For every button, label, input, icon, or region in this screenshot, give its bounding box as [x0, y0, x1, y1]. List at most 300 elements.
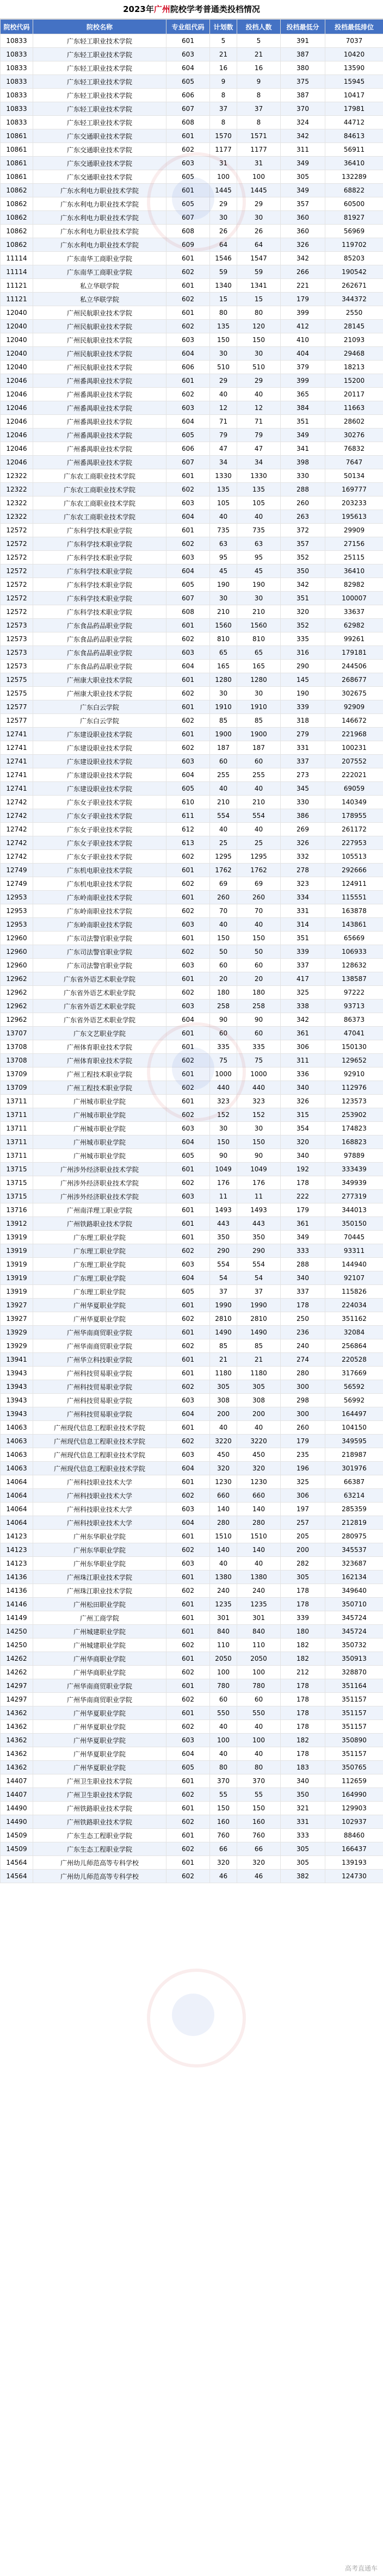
- cell-school-code: 13919: [1, 1258, 33, 1271]
- cell-min-score: 326: [281, 1095, 325, 1108]
- cell-min-rank: 81927: [325, 211, 383, 225]
- cell-min-score: 349: [281, 184, 325, 197]
- cell-group-code: 601: [166, 1027, 210, 1040]
- cell-admitted-count: 1990: [237, 1299, 281, 1312]
- table-row: [1, 986, 383, 1000]
- table-row: [1, 1135, 383, 1149]
- cell-admitted-count: 66: [237, 1842, 281, 1856]
- cell-school-name: 广东理工职业学院: [33, 1258, 166, 1271]
- cell-plan-count: 55: [210, 1788, 237, 1802]
- cell-school-name: 广东水利电力职业技术学院: [33, 197, 166, 211]
- cell-group-code: 612: [166, 823, 210, 836]
- table-row: [1, 1706, 383, 1720]
- cell-school-code: 13943: [1, 1367, 33, 1380]
- cell-min-rank: 2550: [325, 306, 383, 320]
- cell-min-rank: 166437: [325, 1842, 383, 1856]
- cell-group-code: 601: [166, 619, 210, 632]
- cell-min-score: 342: [281, 578, 325, 592]
- cell-min-score: 178: [281, 1720, 325, 1734]
- cell-group-code: 602: [166, 320, 210, 333]
- watermark-logo: [147, 1969, 246, 2068]
- cell-group-code: 602: [166, 1108, 210, 1122]
- cell-school-code: 11114: [1, 252, 33, 265]
- cell-school-name: 广东理工职业学院: [33, 1244, 166, 1258]
- cell-admitted-count: 15: [237, 293, 281, 306]
- cell-min-score: 342: [281, 252, 325, 265]
- cell-min-score: 311: [281, 1054, 325, 1067]
- cell-school-code: 13709: [1, 1081, 33, 1095]
- cell-admitted-count: 760: [237, 1829, 281, 1842]
- cell-admitted-count: 305: [237, 1380, 281, 1394]
- cell-group-code: 604: [166, 415, 210, 429]
- cell-school-code: 14407: [1, 1774, 33, 1788]
- cell-group-code: 601: [166, 1163, 210, 1176]
- cell-school-code: 12040: [1, 320, 33, 333]
- cell-plan-count: 180: [210, 986, 237, 1000]
- cell-school-code: 13708: [1, 1054, 33, 1067]
- table-row: [1, 537, 383, 551]
- cell-school-name: 广州南洋理工职业学院: [33, 1203, 166, 1217]
- cell-school-name: 广州卫生职业技术学院: [33, 1774, 166, 1788]
- cell-school-name: 广州科技贸易职业学院: [33, 1367, 166, 1380]
- cell-group-code: 607: [166, 592, 210, 605]
- cell-school-code: 14490: [1, 1815, 33, 1829]
- cell-min-score: 305: [281, 1571, 325, 1584]
- cell-plan-count: 210: [210, 796, 237, 809]
- cell-min-rank: 93713: [325, 1000, 383, 1013]
- cell-plan-count: 40: [210, 1421, 237, 1435]
- cell-min-score: 288: [281, 1258, 325, 1271]
- cell-admitted-count: 323: [237, 1095, 281, 1108]
- cell-min-rank: 285359: [325, 1503, 383, 1516]
- cell-min-rank: 97222: [325, 986, 383, 1000]
- cell-school-name: 广东白云学院: [33, 700, 166, 714]
- cell-group-code: 604: [166, 347, 210, 361]
- title-highlight: 广州: [153, 4, 170, 14]
- cell-plan-count: 40: [210, 1557, 237, 1571]
- cell-plan-count: 60: [210, 959, 237, 972]
- cell-school-name: 广东建设职业技术学院: [33, 782, 166, 796]
- table-row: [1, 1149, 383, 1163]
- table-row: [1, 714, 383, 728]
- cell-school-code: 13943: [1, 1394, 33, 1407]
- cell-group-code: 605: [166, 429, 210, 442]
- cell-group-code: 601: [166, 673, 210, 687]
- cell-admitted-count: 69: [237, 877, 281, 891]
- cell-group-code: 605: [166, 1149, 210, 1163]
- cell-admitted-count: 40: [237, 388, 281, 401]
- cell-school-name: 广东水利电力职业技术学院: [33, 238, 166, 252]
- cell-min-score: 331: [281, 1815, 325, 1829]
- table-row: [1, 1000, 383, 1013]
- cell-min-rank: 143861: [325, 918, 383, 932]
- cell-min-rank: 65669: [325, 932, 383, 945]
- cell-admitted-count: 260: [237, 891, 281, 904]
- cell-plan-count: 280: [210, 1516, 237, 1530]
- cell-admitted-count: 554: [237, 809, 281, 823]
- cell-min-score: 273: [281, 768, 325, 782]
- cell-plan-count: 100: [210, 170, 237, 184]
- cell-school-name: 广州民航职业技术学院: [33, 333, 166, 347]
- table-row: [1, 877, 383, 891]
- table-row: [1, 1815, 383, 1829]
- cell-min-rank: 124911: [325, 877, 383, 891]
- cell-plan-count: 30: [210, 347, 237, 361]
- cell-admitted-count: 780: [237, 1679, 281, 1693]
- table-row: [1, 1761, 383, 1774]
- table-row: [1, 252, 383, 265]
- cell-min-rank: 256864: [325, 1339, 383, 1353]
- cell-min-score: 380: [281, 61, 325, 75]
- cell-admitted-count: 80: [237, 1761, 281, 1774]
- table-row: [1, 1856, 383, 1870]
- cell-group-code: 603: [166, 1122, 210, 1135]
- cell-min-rank: 92909: [325, 700, 383, 714]
- cell-plan-count: 3220: [210, 1435, 237, 1448]
- header-group-code: 专业组代码: [166, 20, 210, 34]
- cell-plan-count: 305: [210, 1380, 237, 1394]
- cell-school-code: 12741: [1, 782, 33, 796]
- cell-plan-count: 40: [210, 1747, 237, 1761]
- cell-school-code: 13715: [1, 1190, 33, 1203]
- cell-min-rank: 129652: [325, 1054, 383, 1067]
- cell-min-rank: 344013: [325, 1203, 383, 1217]
- cell-school-name: 广州体育职业技术学院: [33, 1054, 166, 1067]
- cell-min-rank: 253902: [325, 1108, 383, 1122]
- cell-group-code: 603: [166, 1000, 210, 1013]
- cell-school-name: 私立华联学院: [33, 293, 166, 306]
- cell-school-name: 广东农工商职业技术学院: [33, 510, 166, 524]
- cell-group-code: 602: [166, 714, 210, 728]
- cell-group-code: 606: [166, 361, 210, 374]
- cell-group-code: 602: [166, 537, 210, 551]
- cell-min-rank: 63214: [325, 1489, 383, 1503]
- cell-admitted-count: 152: [237, 1108, 281, 1122]
- cell-school-code: 14509: [1, 1829, 33, 1842]
- cell-school-code: 12749: [1, 877, 33, 891]
- table-row: [1, 469, 383, 483]
- cell-plan-count: 30: [210, 592, 237, 605]
- cell-school-code: 14063: [1, 1448, 33, 1462]
- cell-min-score: 300: [281, 1380, 325, 1394]
- cell-group-code: 602: [166, 632, 210, 646]
- cell-school-code: 12046: [1, 442, 33, 456]
- cell-school-name: 广东轻工职业技术学院: [33, 34, 166, 48]
- cell-min-rank: 29909: [325, 524, 383, 537]
- cell-school-code: 12572: [1, 537, 33, 551]
- table-row: [1, 1380, 383, 1394]
- table-row: [1, 496, 383, 510]
- cell-min-score: 279: [281, 728, 325, 741]
- cell-group-code: 604: [166, 564, 210, 578]
- table-row: [1, 632, 383, 646]
- cell-min-rank: 69059: [325, 782, 383, 796]
- cell-group-code: 601: [166, 1353, 210, 1367]
- cell-min-score: 333: [281, 1244, 325, 1258]
- cell-group-code: 603: [166, 1557, 210, 1571]
- cell-school-code: 12046: [1, 374, 33, 388]
- cell-school-name: 广东建设职业技术学院: [33, 728, 166, 741]
- cell-plan-count: 810: [210, 632, 237, 646]
- cell-school-code: 14564: [1, 1856, 33, 1870]
- header-school-name: 院校名称: [33, 20, 166, 34]
- cell-min-score: 330: [281, 796, 325, 809]
- cell-plan-count: 40: [210, 1720, 237, 1734]
- cell-group-code: 602: [166, 1638, 210, 1652]
- cell-group-code: 601: [166, 700, 210, 714]
- table-row: [1, 1027, 383, 1040]
- table-row: [1, 1190, 383, 1203]
- table-row: [1, 1584, 383, 1598]
- table-row: [1, 102, 383, 116]
- table-row: [1, 1503, 383, 1516]
- cell-admitted-count: 59: [237, 265, 281, 279]
- cell-admitted-count: 30: [237, 1122, 281, 1135]
- cell-min-rank: 351157: [325, 1747, 383, 1761]
- cell-plan-count: 40: [210, 918, 237, 932]
- cell-plan-count: 71: [210, 415, 237, 429]
- cell-admitted-count: 190: [237, 578, 281, 592]
- cell-admitted-count: 70: [237, 904, 281, 918]
- cell-min-rank: 30276: [325, 429, 383, 442]
- cell-admitted-count: 30: [237, 347, 281, 361]
- cell-min-rank: 164497: [325, 1407, 383, 1421]
- table-row: [1, 932, 383, 945]
- cell-min-score: 339: [281, 1611, 325, 1625]
- table-row: [1, 823, 383, 836]
- cell-min-rank: 138587: [325, 972, 383, 986]
- cell-school-name: 广东岭南职业技术学院: [33, 918, 166, 932]
- cell-school-name: 广州幼儿师范高等专科学校: [33, 1856, 166, 1870]
- cell-school-name: 广州现代信息工程职业技术学院: [33, 1448, 166, 1462]
- cell-school-name: 广州民航职业技术学院: [33, 306, 166, 320]
- cell-min-rank: 344372: [325, 293, 383, 306]
- cell-min-score: 290: [281, 660, 325, 673]
- cell-school-name: 广州工商学院: [33, 1611, 166, 1625]
- cell-group-code: 605: [166, 578, 210, 592]
- cell-plan-count: 1340: [210, 279, 237, 293]
- cell-min-rank: 106933: [325, 945, 383, 959]
- cell-group-code: 607: [166, 456, 210, 469]
- cell-admitted-count: 120: [237, 320, 281, 333]
- cell-admitted-count: 1180: [237, 1367, 281, 1380]
- cell-plan-count: 69: [210, 877, 237, 891]
- title-year: 2023年: [123, 4, 154, 14]
- cell-admitted-count: 46: [237, 1870, 281, 1883]
- table-row: [1, 1353, 383, 1367]
- cell-group-code: 604: [166, 510, 210, 524]
- cell-admitted-count: 550: [237, 1706, 281, 1720]
- table-row: [1, 1638, 383, 1652]
- cell-group-code: 602: [166, 1435, 210, 1448]
- table-row: [1, 401, 383, 415]
- cell-group-code: 601: [166, 524, 210, 537]
- cell-group-code: 601: [166, 1217, 210, 1231]
- cell-school-code: 14149: [1, 1611, 33, 1625]
- cell-plan-count: 90: [210, 1013, 237, 1027]
- cell-min-score: 182: [281, 1638, 325, 1652]
- cell-school-name: 广东食品药品职业学院: [33, 632, 166, 646]
- cell-plan-count: 30: [210, 687, 237, 700]
- cell-school-code: 12962: [1, 972, 33, 986]
- cell-school-name: 广州珠江职业技术学院: [33, 1584, 166, 1598]
- cell-min-rank: 262671: [325, 279, 383, 293]
- table-row: [1, 225, 383, 238]
- table-row: [1, 850, 383, 864]
- cell-admitted-count: 40: [237, 1720, 281, 1734]
- cell-school-name: 广州华商职业学院: [33, 1666, 166, 1679]
- cell-plan-count: 258: [210, 1000, 237, 1013]
- cell-school-name: 广东女子职业技术学院: [33, 836, 166, 850]
- cell-school-name: 广东农工商职业技术学院: [33, 483, 166, 496]
- cell-admitted-count: 65: [237, 646, 281, 660]
- table-row: [1, 1054, 383, 1067]
- table-row: [1, 1720, 383, 1734]
- cell-group-code: 601: [166, 891, 210, 904]
- cell-group-code: 602: [166, 1842, 210, 1856]
- table-row: [1, 945, 383, 959]
- cell-plan-count: 1490: [210, 1326, 237, 1339]
- cell-school-name: 广州华夏职业学院: [33, 1720, 166, 1734]
- cell-plan-count: 29: [210, 374, 237, 388]
- cell-plan-count: 20: [210, 972, 237, 986]
- cell-group-code: 601: [166, 864, 210, 877]
- table-row: [1, 1407, 383, 1421]
- cell-school-code: 13929: [1, 1326, 33, 1339]
- cell-group-code: 601: [166, 1625, 210, 1638]
- cell-min-score: 352: [281, 551, 325, 564]
- cell-plan-count: 8: [210, 89, 237, 102]
- cell-min-rank: 345724: [325, 1625, 383, 1638]
- table-row: [1, 306, 383, 320]
- cell-min-score: 361: [281, 1217, 325, 1231]
- cell-school-code: 12742: [1, 809, 33, 823]
- cell-group-code: 602: [166, 1788, 210, 1802]
- cell-min-score: 333: [281, 1829, 325, 1842]
- cell-school-name: 广州工程技术职业学院: [33, 1067, 166, 1081]
- cell-school-name: 广州康大职业技术学院: [33, 673, 166, 687]
- table-row: [1, 1394, 383, 1407]
- cell-min-rank: 150130: [325, 1040, 383, 1054]
- cell-group-code: 602: [166, 293, 210, 306]
- table-row: [1, 157, 383, 170]
- table-row: [1, 143, 383, 157]
- cell-admitted-count: 8: [237, 89, 281, 102]
- cell-min-score: 314: [281, 918, 325, 932]
- cell-min-score: 357: [281, 197, 325, 211]
- cell-school-code: 14262: [1, 1666, 33, 1679]
- cell-min-score: 240: [281, 1339, 325, 1353]
- cell-admitted-count: 210: [237, 796, 281, 809]
- cell-school-name: 广东司法警官职业学院: [33, 945, 166, 959]
- cell-school-code: 12046: [1, 401, 33, 415]
- cell-min-rank: 92910: [325, 1067, 383, 1081]
- cell-min-score: 236: [281, 1326, 325, 1339]
- cell-min-rank: 292666: [325, 864, 383, 877]
- cell-min-score: 197: [281, 1503, 325, 1516]
- cell-school-name: 广州涉外经济职业技术学院: [33, 1163, 166, 1176]
- cell-min-score: 178: [281, 1598, 325, 1611]
- cell-admitted-count: 810: [237, 632, 281, 646]
- cell-admitted-count: 85: [237, 714, 281, 728]
- cell-school-name: 广东水利电力职业技术学院: [33, 225, 166, 238]
- table-row: [1, 592, 383, 605]
- cell-min-rank: 302675: [325, 687, 383, 700]
- cell-school-name: 广州松田职业学院: [33, 1598, 166, 1611]
- cell-plan-count: 760: [210, 1829, 237, 1842]
- cell-group-code: 608: [166, 605, 210, 619]
- cell-group-code: 603: [166, 48, 210, 61]
- cell-min-rank: 15945: [325, 75, 383, 89]
- cell-admitted-count: 301: [237, 1611, 281, 1625]
- cell-group-code: 601: [166, 972, 210, 986]
- cell-min-score: 404: [281, 347, 325, 361]
- cell-min-score: 412: [281, 320, 325, 333]
- cell-admitted-count: 160: [237, 1815, 281, 1829]
- cell-admitted-count: 165: [237, 660, 281, 673]
- cell-school-code: 10861: [1, 143, 33, 157]
- cell-school-code: 13912: [1, 1217, 33, 1231]
- cell-plan-count: 320: [210, 1462, 237, 1475]
- table-row: [1, 442, 383, 456]
- cell-min-rank: 104150: [325, 1421, 383, 1435]
- cell-min-rank: 28145: [325, 320, 383, 333]
- cell-min-rank: 301976: [325, 1462, 383, 1475]
- table-row: [1, 361, 383, 374]
- cell-school-name: 广州幼儿师范高等专科学校: [33, 1870, 166, 1883]
- table-row: [1, 551, 383, 564]
- cell-school-code: 12046: [1, 456, 33, 469]
- cell-school-name: 广东文艺职业学院: [33, 1027, 166, 1040]
- cell-admitted-count: 370: [237, 1774, 281, 1788]
- cell-admitted-count: 90: [237, 1013, 281, 1027]
- cell-school-code: 14362: [1, 1734, 33, 1747]
- cell-plan-count: 554: [210, 1258, 237, 1271]
- cell-min-rank: 349939: [325, 1176, 383, 1190]
- table-row: [1, 687, 383, 700]
- cell-group-code: 601: [166, 1095, 210, 1108]
- cell-school-code: 12741: [1, 728, 33, 741]
- table-row: [1, 89, 383, 102]
- cell-min-rank: 195613: [325, 510, 383, 524]
- cell-school-code: 12572: [1, 605, 33, 619]
- cell-school-code: 10861: [1, 129, 33, 143]
- cell-min-score: 320: [281, 605, 325, 619]
- cell-admitted-count: 45: [237, 564, 281, 578]
- cell-group-code: 604: [166, 768, 210, 782]
- cell-plan-count: 34: [210, 456, 237, 469]
- cell-school-name: 私立华联学院: [33, 279, 166, 293]
- cell-plan-count: 187: [210, 741, 237, 755]
- cell-admitted-count: 71: [237, 415, 281, 429]
- cell-school-code: 12322: [1, 496, 33, 510]
- cell-school-code: 12741: [1, 755, 33, 768]
- cell-admitted-count: 450: [237, 1448, 281, 1462]
- cell-min-rank: 99261: [325, 632, 383, 646]
- cell-min-score: 221: [281, 279, 325, 293]
- cell-min-rank: 100231: [325, 741, 383, 755]
- table-row: [1, 1870, 383, 1883]
- cell-school-code: 10861: [1, 170, 33, 184]
- cell-min-score: 350: [281, 1788, 325, 1802]
- cell-min-score: 205: [281, 1530, 325, 1543]
- cell-school-code: 13927: [1, 1312, 33, 1326]
- cell-school-code: 13709: [1, 1067, 33, 1081]
- cell-school-code: 13929: [1, 1339, 33, 1353]
- cell-school-code: 12953: [1, 918, 33, 932]
- cell-plan-count: 1560: [210, 619, 237, 632]
- cell-min-rank: 29468: [325, 347, 383, 361]
